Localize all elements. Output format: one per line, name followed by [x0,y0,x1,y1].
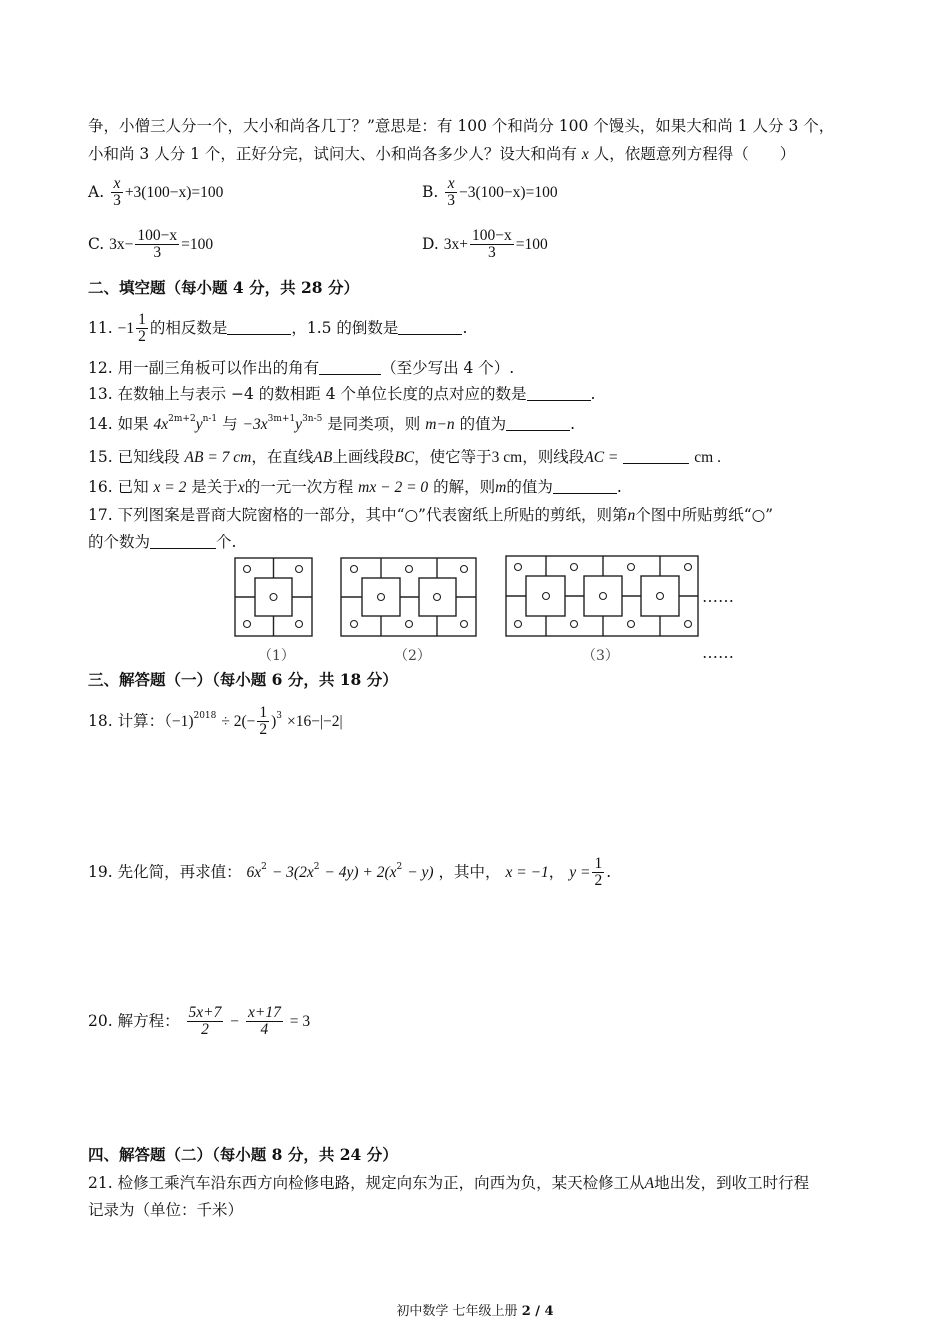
q17-line1: 17. 下列图案是晋商大院窗格的一部分，其中“○”代表窗纸上所贴的剪纸，则第n个图中所贴剪纸“○” [88,506,774,524]
ellipsis-right: …… [702,587,734,606]
q14: 14. 如果 $4x^{2m+2}y^{n-1}$ 与 $-3x^{3m+1}y^{3n-5}$ 是同类项，则 m−n 的值为 . [88,414,576,433]
answer-blank[interactable] [319,359,381,375]
fraction: $\frac{1}{2}$ [138,311,146,346]
ellipsis-bottom: …… [702,643,734,662]
q10-option-b[interactable]: B. $\frac{x}{3}$ −3(100−x)=100 [422,175,558,210]
caption-1: （1） [258,648,295,664]
q19: 19. 先化简，再求值： $6x^2 - 3(2x^2 - 4y) + 2(x^2 - y)$ ，其中， x = −1， y = $\frac{1}{2}$ . [88,855,612,890]
fraction: $\frac{x}{3}$ [113,175,121,210]
q21-line2: 记录为（单位：千米） [88,1201,244,1219]
answer-blank[interactable] [623,448,689,464]
answer-blank[interactable] [227,319,291,335]
q12: 12. 用一副三角板可以作出的角有 （至少写出 4 个）. [88,359,515,377]
answer-blank[interactable] [506,415,570,431]
lattice-figure-1 [235,558,312,636]
q21-line1: 21. 检修工乘汽车沿东西方向检修电路，规定向东为正，向西为负，某天检修工从A地出发，到收工时行程 [88,1174,810,1192]
q17-line2: 的个数为 个. [88,533,237,551]
q10-option-d[interactable]: D. 3x+ $\frac{100-x}{3}$ =100 [422,227,548,262]
fraction: $\frac{1}{2}$ [594,855,603,890]
answer-blank[interactable] [150,533,216,549]
fraction: $\frac{100-x}{3}$ [472,227,512,262]
section-2-title: 二、填空题（每小题 4 分，共 28 分） [88,278,359,297]
fraction: $\frac{100-x}{3}$ [137,227,178,262]
q10-stem-line1: 争，小僧三人分一个，大小和尚各几丁？”意思是：有 100 个和尚分 100 个馒头，如果大和尚 1 人分 3 个， [88,117,835,135]
lattice-figure-2 [341,558,476,636]
section-4-title: 四、解答题（二）（每小题 8 分，共 24 分） [88,1145,398,1164]
q18: 18. 计算：（−1)$^{2018}$ ÷ 2(− $\frac{1}{2}$ )$^3$ ×16−|−2| [88,704,343,739]
fraction: $\frac{x+17}{4}$ [247,1004,281,1039]
answer-blank[interactable] [553,478,617,494]
answer-blank[interactable] [398,319,462,335]
fraction: $\frac{1}{2}$ [259,704,268,739]
q11: 11. −1 $\frac{1}{2}$ 的相反数是 ，1.5 的倒数是 . [88,311,468,346]
q16: 16. 已知 x = 2 是关于x的一元一次方程 mx − 2 = 0 的解，则m的值为 . [88,478,622,496]
q10-option-a[interactable]: A. $\frac{x}{3}$ +3(100−x)=100 [88,175,224,210]
section-3-title: 三、解答题（一）（每小题 6 分，共 18 分） [88,670,398,689]
page-footer: 初中数学 七年级上册 2 / 4 [396,1304,554,1319]
fraction: $\frac{5x+7}{2}$ [188,1004,222,1039]
q10-stem-line2: 小和尚 3 人分 1 个，正好分完，试问大、小和尚各多少人？设大和尚有 x 人，依题意列方程得（ ） [88,145,796,163]
page-number: 2 / 4 [521,1304,554,1319]
caption-3: （3） [582,648,619,664]
answer-blank[interactable] [527,385,591,401]
q15: 15. 已知线段 AB = 7 cm，在直线AB上画线段BC，使它等于3 cm，则线段AC = cm . [88,448,721,466]
fraction: $\frac{x}{3}$ [447,175,456,210]
lattice-figure-3 [506,556,698,636]
q13: 13. 在数轴上与表示 −4 的数相距 4 个单位长度的点对应的数是 . [88,385,596,403]
caption-2: （2） [394,648,431,664]
q20: 20. 解方程： $\frac{5x+7}{2}$ − $\frac{x+17}{4}$ = 3 [88,1004,311,1039]
window-lattice-figures [0,548,950,678]
q10-option-c[interactable]: C. 3x− $\frac{100-x}{3}$ =100 [88,227,214,262]
